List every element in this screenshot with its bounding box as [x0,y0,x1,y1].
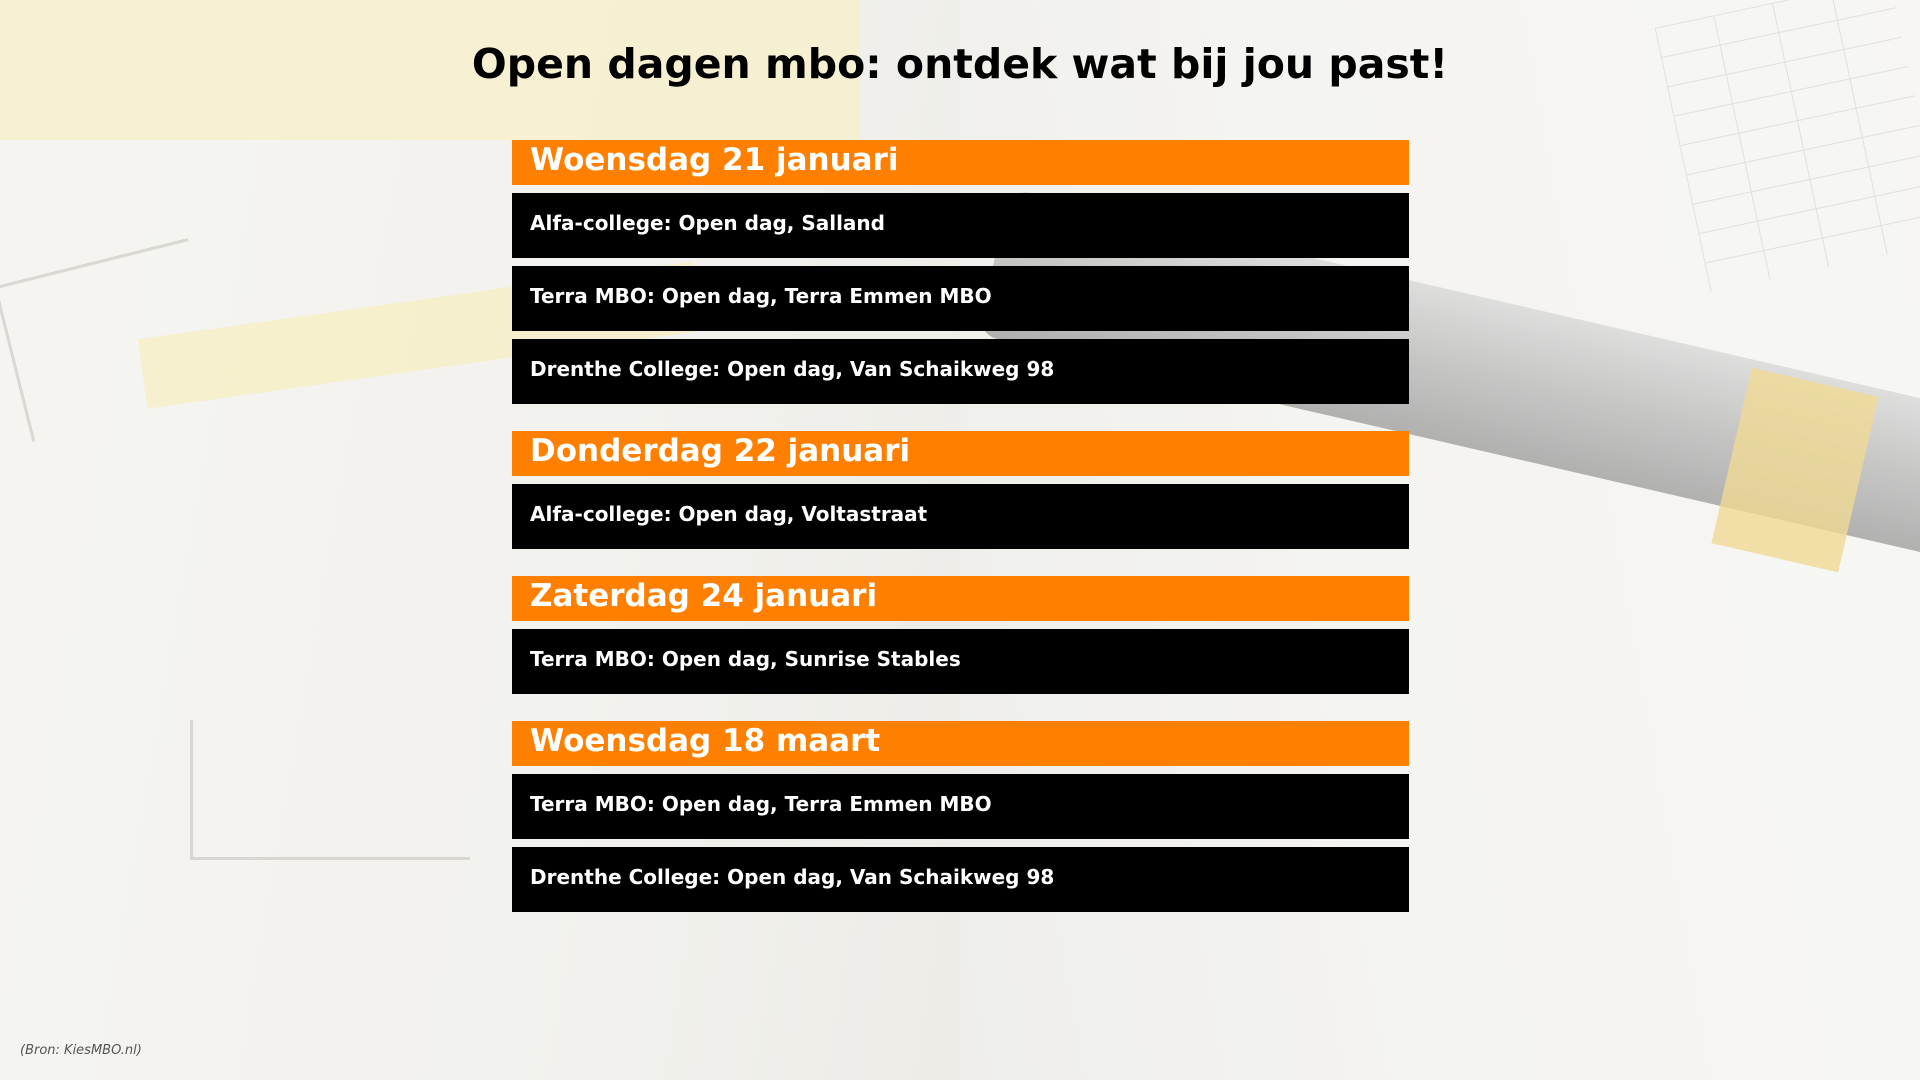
event-item: Alfa-college: Open dag, Salland [512,193,1409,258]
day-header: Woensdag 18 maart [512,721,1409,766]
event-item: Terra MBO: Open dag, Terra Emmen MBO [512,774,1409,839]
day-group [512,431,1409,549]
event-item: Terra MBO: Open dag, Terra Emmen MBO [512,266,1409,331]
day-group [512,576,1409,694]
day-header: Woensdag 21 januari [512,140,1409,185]
source-credit: (Bron: KiesMBO.nl) [20,1043,142,1058]
page-title: Open dagen mbo: ontdek wat bij jou past! [471,40,1449,88]
day-header: Donderdag 22 januari [512,431,1409,476]
event-item: Drenthe College: Open dag, Van Schaikweg 98 [512,339,1409,404]
day-header: Zaterdag 24 januari [512,576,1409,621]
day-group [512,721,1409,912]
day-group [512,140,1409,404]
open-days-schedule [512,140,1409,939]
event-item: Alfa-college: Open dag, Voltastraat [512,484,1409,549]
event-item: Terra MBO: Open dag, Sunrise Stables [512,629,1409,694]
event-item: Drenthe College: Open dag, Van Schaikweg 98 [512,847,1409,912]
